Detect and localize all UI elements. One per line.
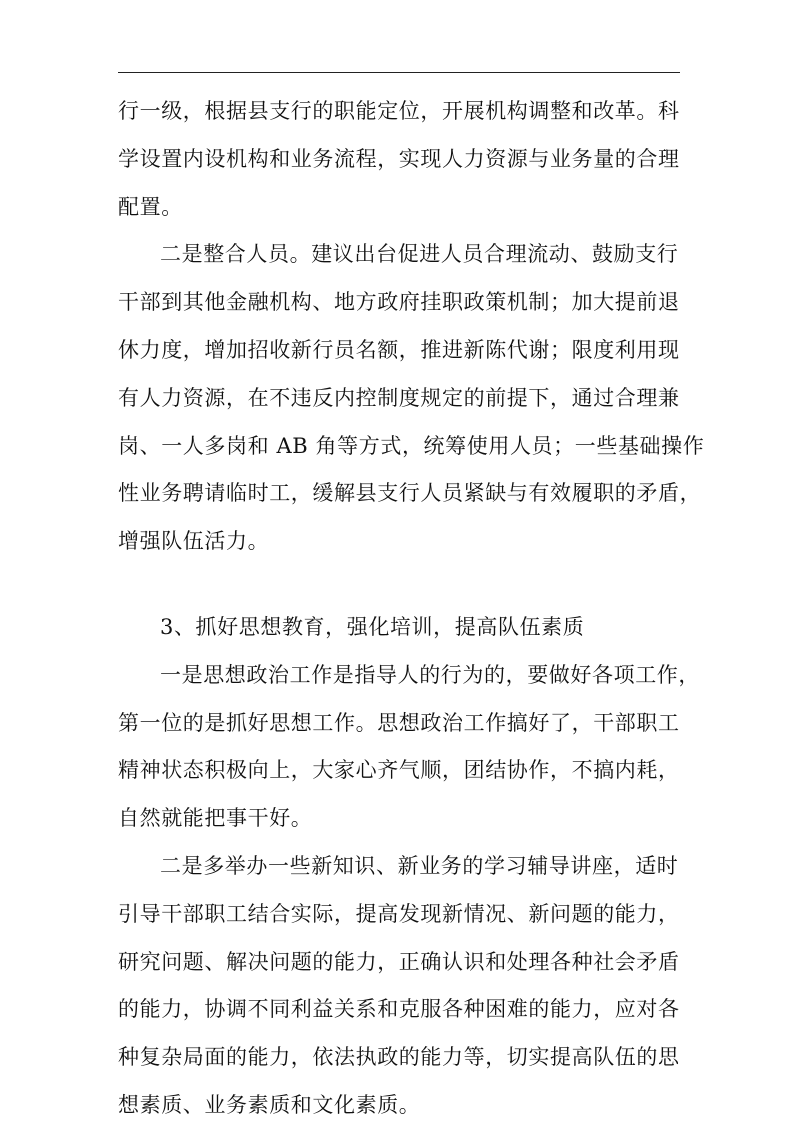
text-line: 配置。	[118, 194, 183, 219]
text-line: 精神状态积极向上，大家心齐气顺，团结协作，不搞内耗，	[118, 758, 680, 783]
text-line: 干部到其他金融机构、地方政府挂职政策机制；加大提前退	[118, 290, 680, 315]
paragraph-ideological-work	[118, 652, 700, 843]
text-line: 想素质、业务素质和文化素质。	[118, 1092, 421, 1117]
text-line: 二是整合人员。建议出台促进人员合理流动、鼓励支行	[160, 242, 679, 267]
paragraph-training	[118, 843, 680, 1130]
text-line: 学设置内设机构和业务流程，实现人力资源与业务量的合理	[118, 146, 680, 171]
text-line: 种复杂局面的能力，依法执政的能力等，切实提高队伍的思	[118, 1045, 680, 1070]
text-line: 岗、一人多岗和 AB 角等方式，统筹使用人员；一些基础操作	[118, 433, 705, 458]
section-heading	[118, 604, 680, 652]
section-heading-text: 3、抓好思想教育，强化培训，提高队伍素质	[160, 614, 585, 639]
text-line: 第一位的是抓好思想工作。思想政治工作搞好了，干部职工	[118, 710, 680, 735]
text-line: 行一级，根据县支行的职能定位，开展机构调整和改革。科	[118, 99, 680, 123]
text-line: 二是多举办一些新知识、新业务的学习辅导讲座，适时	[160, 853, 679, 878]
header-rule	[118, 72, 680, 73]
text-line: 有人力资源，在不违反内控制度规定的前提下，通过合理兼	[118, 385, 680, 410]
document-body	[118, 88, 705, 1130]
paragraph-structure-reform	[118, 88, 680, 231]
text-line: 自然就能把事干好。	[118, 806, 313, 831]
text-line: 增强队伍活力。	[118, 529, 270, 554]
text-line: 休力度，增加招收新行员名额，推进新陈代谢；限度利用现	[118, 337, 680, 362]
text-line: 性业务聘请临时工，缓解县支行人员紧缺与有效履职的矛盾，	[118, 481, 702, 506]
text-line: 一是思想政治工作是指导人的行为的，要做好各项工作，	[160, 662, 700, 687]
text-line: 的能力，协调不同利益关系和克服各种困难的能力，应对各	[118, 997, 680, 1022]
paragraph-gap	[118, 566, 680, 604]
paragraph-integrate-personnel	[118, 231, 705, 566]
text-line: 研究问题、解决问题的能力，正确认识和处理各种社会矛盾	[118, 949, 680, 974]
text-line: 引导干部职工结合实际，提高发现新情况、新问题的能力，	[118, 901, 680, 926]
